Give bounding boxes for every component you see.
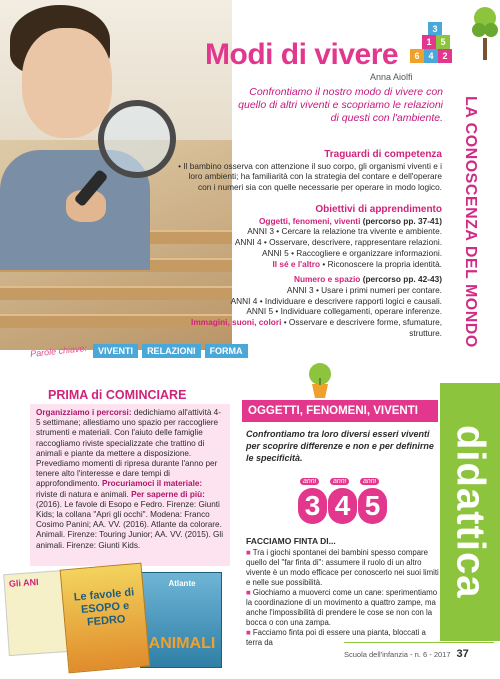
keyword-tag: VIVENTI [93, 344, 138, 358]
plant-pot-icon [300, 360, 340, 400]
tree-icon [472, 4, 498, 64]
ofv-text: Confrontiamo tra loro diversi esseri viventi per scoprire differenze e non e per definirne le specificità. [246, 429, 434, 463]
age-badges: 3 4 5 anni anni anni [298, 484, 388, 528]
intro-text: Confrontiamo il nostro modo di vivere con quello di altri viventi e scopriamo le relazioni di questi con l'ambiente. [238, 86, 443, 124]
finta-text: ■ Tra i giochi spontanei dei bambini spesso compare quello del "far finta di": assumere il ruolo di un altro vivente è un modo efficace per conoscerlo nei suoi limiti e nelle sue possibilità. ■ Giochiamo a muoverci come un cane: sperimentiamo la coordinazione di un movimento a quattro zampe, ma anche l'impossibilità di prendere le cose se non con la bocca o con una zampa. ■ Facciamo finta poi di essere una pianta, bloccati a terra da [246, 548, 439, 647]
age-badge: 5 [358, 488, 387, 524]
section-label: LA CONOSCENZA DEL MONDO [462, 96, 479, 348]
competenze-text: • Il bambino osserva con attenzione il suo corpo, gli organismi viventi e i loro ambienti; ha familiarità con la strategia del contare e dell'operare con i numeri sia con quelle necessarie per operare in modo logico. [178, 160, 442, 192]
didattica-label: didattica [448, 425, 493, 599]
age-badge: 4 [328, 488, 357, 524]
competenze-block [176, 150, 442, 192]
magnifying-glass-icon [98, 100, 176, 178]
page-title: Modi di vivere [205, 38, 399, 71]
page-number: 37 [456, 648, 469, 660]
prima-box: Organizziamo i percorsi: dedichiamo all'attività 4-5 settimane; allestiamo uno spazio per raccogliere strumenti e materiali. Con l'aiuto delle famiglie raccogliamo riviste specializzate che trattino di animali e piante da mettere a disposizione. Prevediamo momenti di ripresa durante l'anno per tenere alto l'interesse e dare tempi di approfondimento. Procuriamoci il materiale: riviste di natura e animali. Per saperne di più: (2016). Le favole di Esopo e Fedro. Firenze: Giunti Kids; la collana "Apri gli occhi". Modena: Franco Cosimo Panini; AA. VV. (2016). Atlante da colorare. Animali. Firenze: Touring Junior; AA. VV. (2015). Gli animali. Firenze: Giunti Kids. [30, 404, 230, 566]
book-cover: Gli ANI [3, 570, 71, 656]
keywords [30, 344, 248, 358]
number-cubes-icon: 3 1 5 6 4 2 [408, 22, 468, 64]
book-cover: Atlante ANIMALI [140, 572, 222, 668]
age-badge: 3 [298, 488, 327, 524]
keywords-label: Parole chiave: [29, 343, 88, 359]
book-covers [6, 566, 222, 674]
journal-name: Scuola dell'infanzia - n. 6 - 2017 [344, 649, 451, 659]
keyword-tag: FORMA [205, 344, 248, 358]
prima-title: PRIMA di COMINCIARE [48, 388, 186, 406]
book-cover: Le favole di ESOPO e FEDRO [60, 563, 151, 674]
competenze-heading: Traguardi di competenza [324, 149, 442, 160]
keyword-tag: RELAZIONI [142, 344, 201, 358]
finta-title: FACCIAMO FINTA DI... [246, 536, 336, 546]
obiettivi-block: Obiettivi di apprendimento Oggetti, fenomeni, viventi (percorso pp. 37-41) ANNI 3 • Cercare la relazione tra vivente e ambiente. ANNI 4 • Osservare, descrivere, rappresentare relazioni. ANNI 5 • Raccogliere e organizzare informazioni. Il sé e l'altro • Riconoscere la propria identità. Numero e spazio (percorso pp. 42-43) ANNI 3 • Usare i primi numeri per contare. ANNI 4 • Individuare e descrivere rapporti logici e causali. ANNI 5 • Individuare collegamenti, operare inferenze. Immagini, suoni, colori • Osservare e descrivere forme, sfumature, strutture. [176, 205, 442, 338]
ofv-heading: OGGETTI, FENOMENI, VIVENTI [242, 400, 438, 422]
author: Anna Aiolfi [370, 72, 413, 82]
obiettivi-heading: Obiettivi di apprendimento [315, 204, 442, 215]
page-footer [344, 648, 490, 660]
